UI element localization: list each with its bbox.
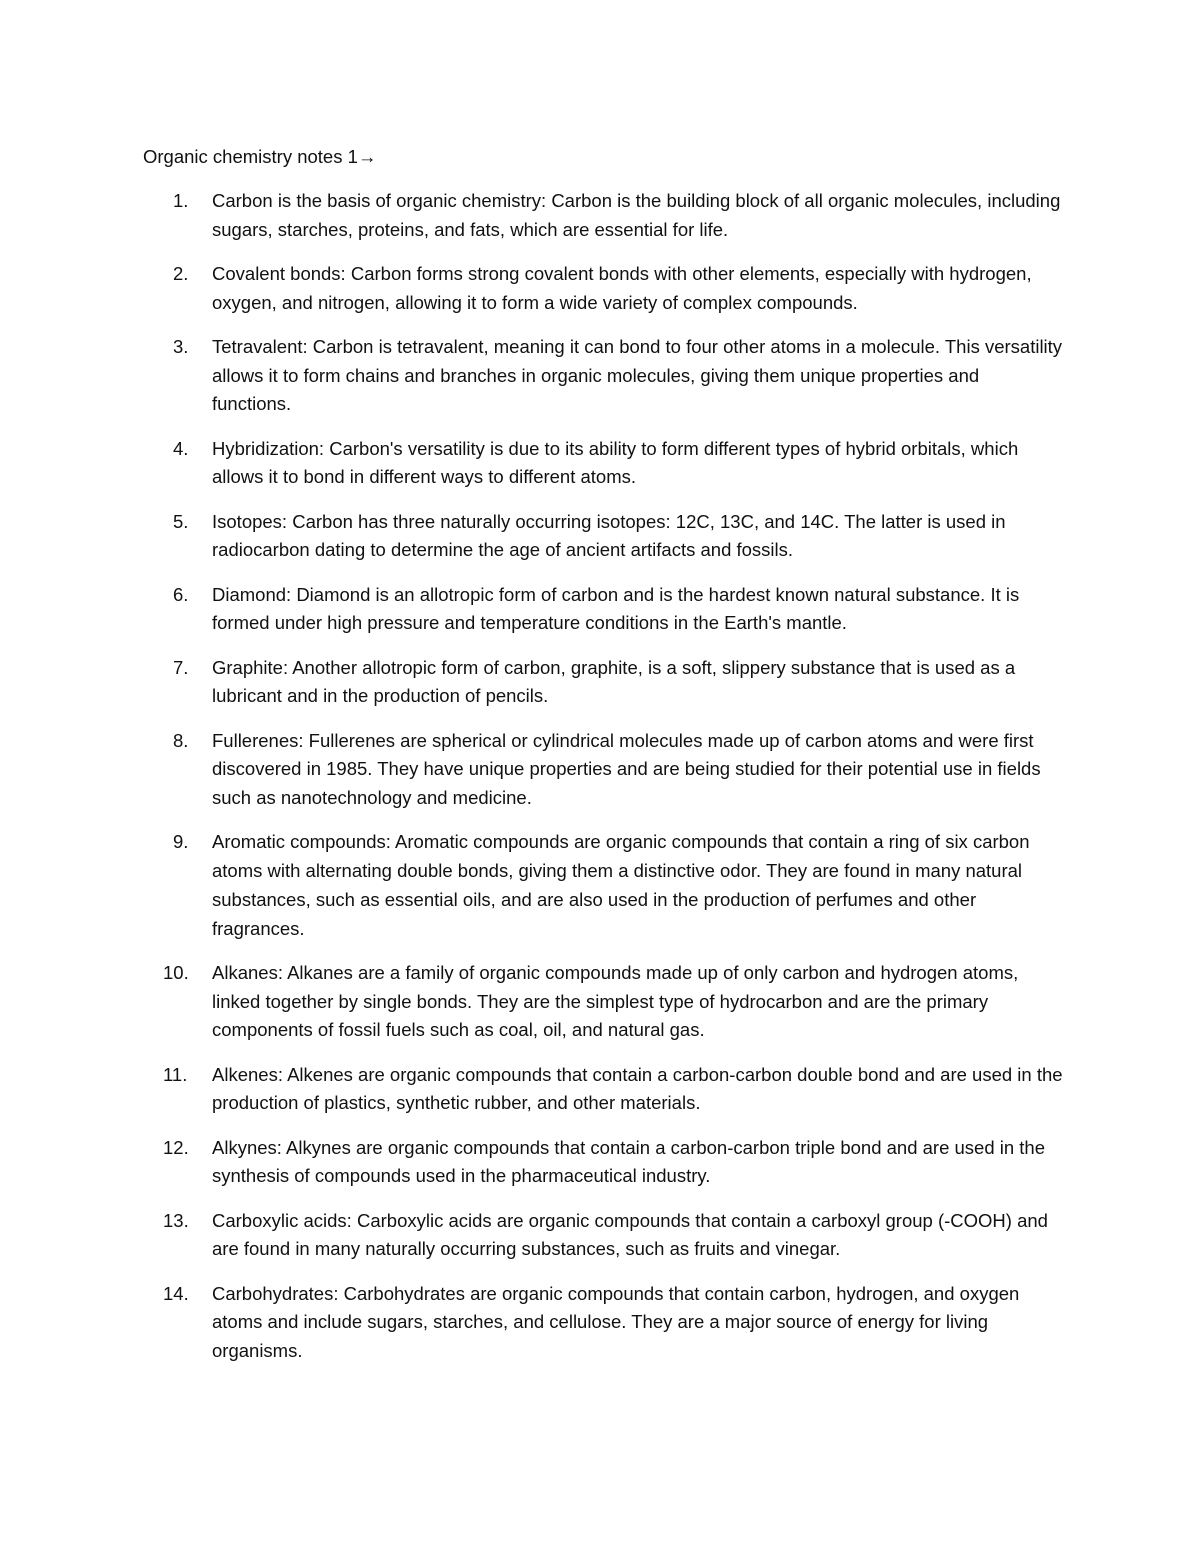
list-item-number: 14. (163, 1282, 189, 1304)
list-item-number: 1. (173, 190, 189, 211)
list-item (143, 187, 1063, 244)
list-item (143, 1061, 1063, 1118)
list-item (143, 1134, 1063, 1191)
list-item-number: 3. (173, 336, 189, 357)
list-item (143, 1280, 1063, 1366)
list-item (143, 581, 1063, 638)
list-item (143, 727, 1063, 813)
list-item-text: Alkanes: Alkanes are a family of organic compounds made up of only carbon and hydrogen atoms, linked together by single bonds. They are the simplest type of hydrocarbon and are the primary components of fossil fuels such as coal, oil, and natural gas. (212, 961, 1019, 1041)
list-item (143, 333, 1063, 419)
list-item-number: 4. (173, 437, 189, 459)
document-title: Organic chemistry notes 1→ (143, 146, 377, 167)
list-item (143, 1207, 1063, 1264)
list-item-number: 5. (173, 510, 189, 532)
list-item-text: Fullerenes: Fullerenes are spherical or cylindrical molecules made up of carbon atoms and were first discovered in 1985. They have unique properties and are being studied for their potential use in fields such as nanotechnology and medicine. (212, 729, 1041, 809)
list-item-text: Tetravalent: Carbon is tetravalent, meaning it can bond to four other atoms in a molecule. This versatility allows it to form chains and branches in organic molecules, giving them unique properties and functions. (212, 336, 1063, 415)
list-item-text: Alkynes: Alkynes are organic compounds that contain a carbon-carbon triple bond and are used in the synthesis of compounds used in the pharmaceutical industry. (212, 1136, 1046, 1187)
list-item-number: 8. (173, 729, 189, 751)
list-item-number: 7. (173, 656, 189, 678)
list-item-text: Diamond: Diamond is an allotropic form of carbon and is the hardest known natural substance. It is formed under high pressure and temperature conditions in the Earth's mantle. (212, 583, 1020, 634)
list-item-text: Isotopes: Carbon has three naturally occurring isotopes: 12C, 13C, and 14C. The latter is used in radiocarbon dating to determine the age of ancient artifacts and fossils. (212, 510, 1006, 561)
list-item (143, 654, 1063, 711)
list-item-number: 9. (173, 831, 189, 853)
list-item-number: 6. (173, 583, 189, 605)
list-item (143, 435, 1063, 492)
list-item-text: Carboxylic acids: Carboxylic acids are organic compounds that contain a carboxyl group (-COOH) and are found in many naturally occurring substances, such as fruits and vinegar. (212, 1209, 1048, 1260)
list-item-number: 13. (163, 1209, 189, 1231)
list-item-text: Carbon is the basis of organic chemistry: Carbon is the building block of all organic molecules, including sugars, starches, proteins, and fats, which are essential for life. (212, 190, 1061, 240)
list-item-text: Alkenes: Alkenes are organic compounds that contain a carbon-carbon double bond and are used in the production of plastics, synthetic rubber, and other materials. (212, 1063, 1063, 1114)
notes-list (143, 187, 1063, 1381)
list-item-text: Aromatic compounds: Aromatic compounds are organic compounds that contain a ring of six carbon atoms with alternating double bonds, giving them a distinctive odor. They are found in many natural substances, such as essential oils, and are also used in the production of perfumes and other fragrances. (212, 831, 1030, 939)
list-item (143, 260, 1063, 317)
list-item-number: 12. (163, 1136, 189, 1158)
list-item (143, 959, 1063, 1045)
list-item-text: Carbohydrates: Carbohydrates are organic compounds that contain carbon, hydrogen, and oxygen atoms and include sugars, starches, and cellulose. They are a major source of energy for living organisms. (212, 1282, 1020, 1361)
list-item-number: 2. (173, 263, 189, 284)
list-item-number: 10. (163, 961, 189, 983)
list-item-text: Graphite: Another allotropic form of carbon, graphite, is a soft, slippery substance that is used as a lubricant and in the production of pencils. (212, 656, 1016, 707)
list-item-text: Hybridization: Carbon's versatility is due to its ability to form different types of hybrid orbitals, which allows it to bond in different ways to different atoms. (212, 437, 1019, 488)
list-item (143, 508, 1063, 565)
list-item-text: Covalent bonds: Carbon forms strong covalent bonds with other elements, especially with hydrogen, oxygen, and nitrogen, allowing it to form a wide variety of complex compounds. (212, 263, 1032, 313)
list-item-number: 11. (163, 1063, 188, 1085)
list-item (143, 828, 1063, 943)
